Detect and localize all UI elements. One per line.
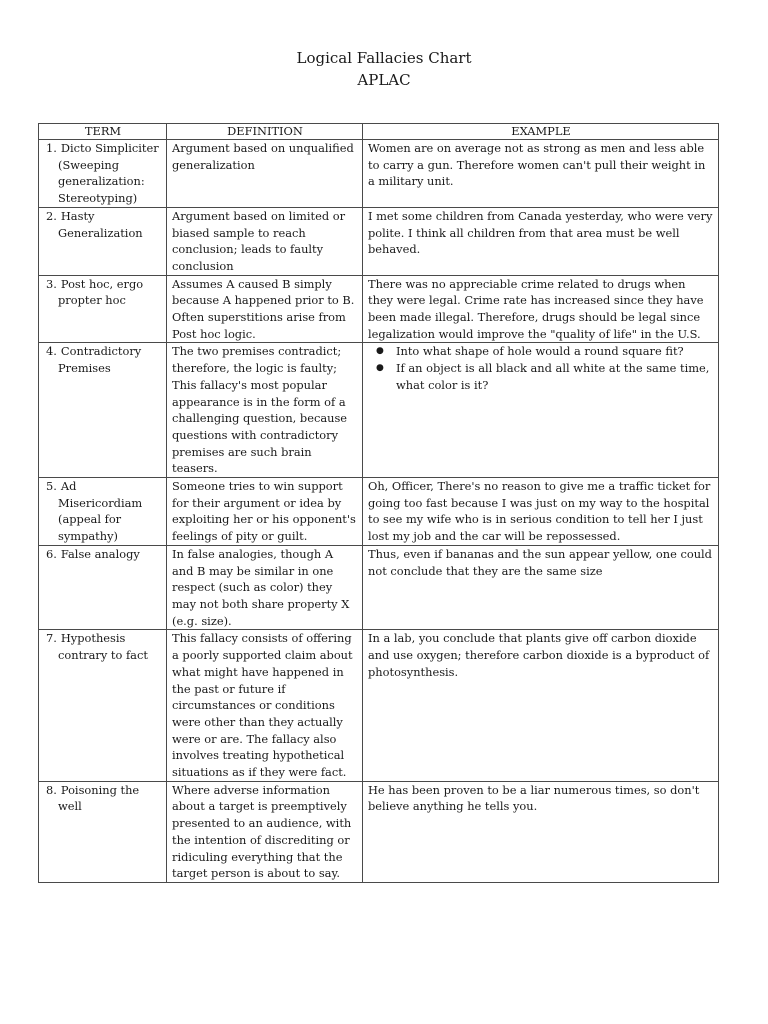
page-subtitle: APLAC — [357, 71, 411, 89]
definition-cell: The two premises contradict; therefore, the logic is faulty; This fallacy's most popular appearance is in the form of a challenging question, because questions with contradictory premises are such brain teasers. — [167, 343, 363, 478]
term-number: 7. — [46, 631, 57, 646]
column-header-term: TERM — [39, 124, 167, 140]
definition-cell: This fallacy consists of offering a poorly supported claim about what might have happened in the past or future if circumstances or conditions were other than they actually were or are. The fallacy also involves treating hypothetical situations as if they were fact. — [167, 630, 363, 781]
term-cell — [39, 140, 167, 208]
example-cell: There was no appreciable crime related to drugs when they were legal. Crime rate has increased since they have been made illegal. Therefore, drugs should be legal since legalization would improve the "quality of life" in the U.S. — [363, 275, 719, 343]
example-cell — [363, 343, 719, 478]
term-text: Dicto Simpliciter (Sweeping generalization: Stereotyping) — [58, 141, 159, 206]
table-row — [39, 207, 719, 275]
example-bullet-item: ● If an object is all black and all white at the same time, what color is it? — [396, 360, 714, 393]
term-cell — [39, 781, 167, 882]
term-text: Contradictory Premises — [58, 344, 142, 376]
term-text: Post hoc, ergo propter hoc — [58, 276, 144, 308]
table-row — [39, 781, 719, 882]
table-row — [39, 478, 719, 546]
column-header-example: EXAMPLE — [363, 124, 719, 140]
term-number: 1. — [46, 141, 57, 155]
table-row — [39, 343, 719, 478]
example-cell: Women are on average not as strong as men and less able to carry a gun. Therefore women can't pull their weight in a military unit. — [363, 140, 719, 208]
table-row — [39, 545, 719, 630]
page-header — [0, 47, 768, 91]
example-cell: Thus, even if bananas and the sun appear yellow, one could not conclude that they are the same size — [363, 545, 719, 630]
definition-cell: Someone tries to win support for their argument or idea by exploiting her or his opponent's feelings of pity or guilt. — [167, 478, 363, 546]
term-cell — [39, 275, 167, 343]
term-number: 8. — [46, 782, 57, 797]
example-bullet-list — [368, 343, 714, 393]
example-cell: Oh, Officer, There's no reason to give me a traffic ticket for going too fast because I was just on my way to the hospital to see my wife who is in serious condition to tell her I just lost my job and the car will be repossessed. — [363, 478, 719, 546]
table-row — [39, 275, 719, 343]
term-cell — [39, 207, 167, 275]
definition-cell: Argument based on unqualified generalization — [167, 140, 363, 208]
term-text: Hypothesis contrary to fact — [58, 631, 148, 663]
table-row — [39, 140, 719, 208]
term-number: 3. — [46, 276, 57, 291]
term-cell — [39, 343, 167, 478]
term-number: 2. — [46, 208, 57, 223]
definition-cell: Where adverse information about a target is preemptively presented to an audience, with the intention of discrediting or ridiculing everything that the target person is about to say. — [167, 781, 363, 882]
example-cell: I met some children from Canada yesterday, who were very polite. I think all children from that area must be well behaved. — [363, 207, 719, 275]
term-cell — [39, 478, 167, 546]
example-cell: In a lab, you conclude that plants give off carbon dioxide and use oxygen; therefore carbon dioxide is a byproduct of photosynthesis. — [363, 630, 719, 781]
column-header-definition: DEFINITION — [167, 124, 363, 140]
term-text: False analogy — [60, 546, 140, 561]
definition-cell: In false analogies, though A and B may be similar in one respect (such as color) they may not both share property X (e.g. size). — [167, 545, 363, 630]
definition-cell: Argument based on limited or biased sample to reach conclusion; leads to faulty conclusion — [167, 207, 363, 275]
fallacy-table — [38, 123, 719, 883]
term-text: Poisoning the well — [58, 782, 140, 814]
term-cell — [39, 630, 167, 781]
table-row — [39, 630, 719, 781]
term-number: 4. — [46, 344, 57, 359]
example-bullet-item: ● Into what shape of hole would a round square fit? — [396, 343, 714, 360]
definition-cell: Assumes A caused B simply because A happened prior to B. Often superstitions arise from Post hoc logic. — [167, 275, 363, 343]
table-header-row — [39, 124, 719, 140]
term-cell — [39, 545, 167, 630]
term-number: 6. — [46, 546, 57, 561]
term-text: Hasty Generalization — [58, 208, 143, 240]
example-cell: He has been proven to be a liar numerous times, so don't believe anything he tells you. — [363, 781, 719, 882]
term-text: Ad Misericordiam (appeal for sympathy) — [58, 479, 143, 544]
term-number: 5. — [46, 479, 57, 494]
page-title: Logical Fallacies Chart — [296, 49, 472, 67]
